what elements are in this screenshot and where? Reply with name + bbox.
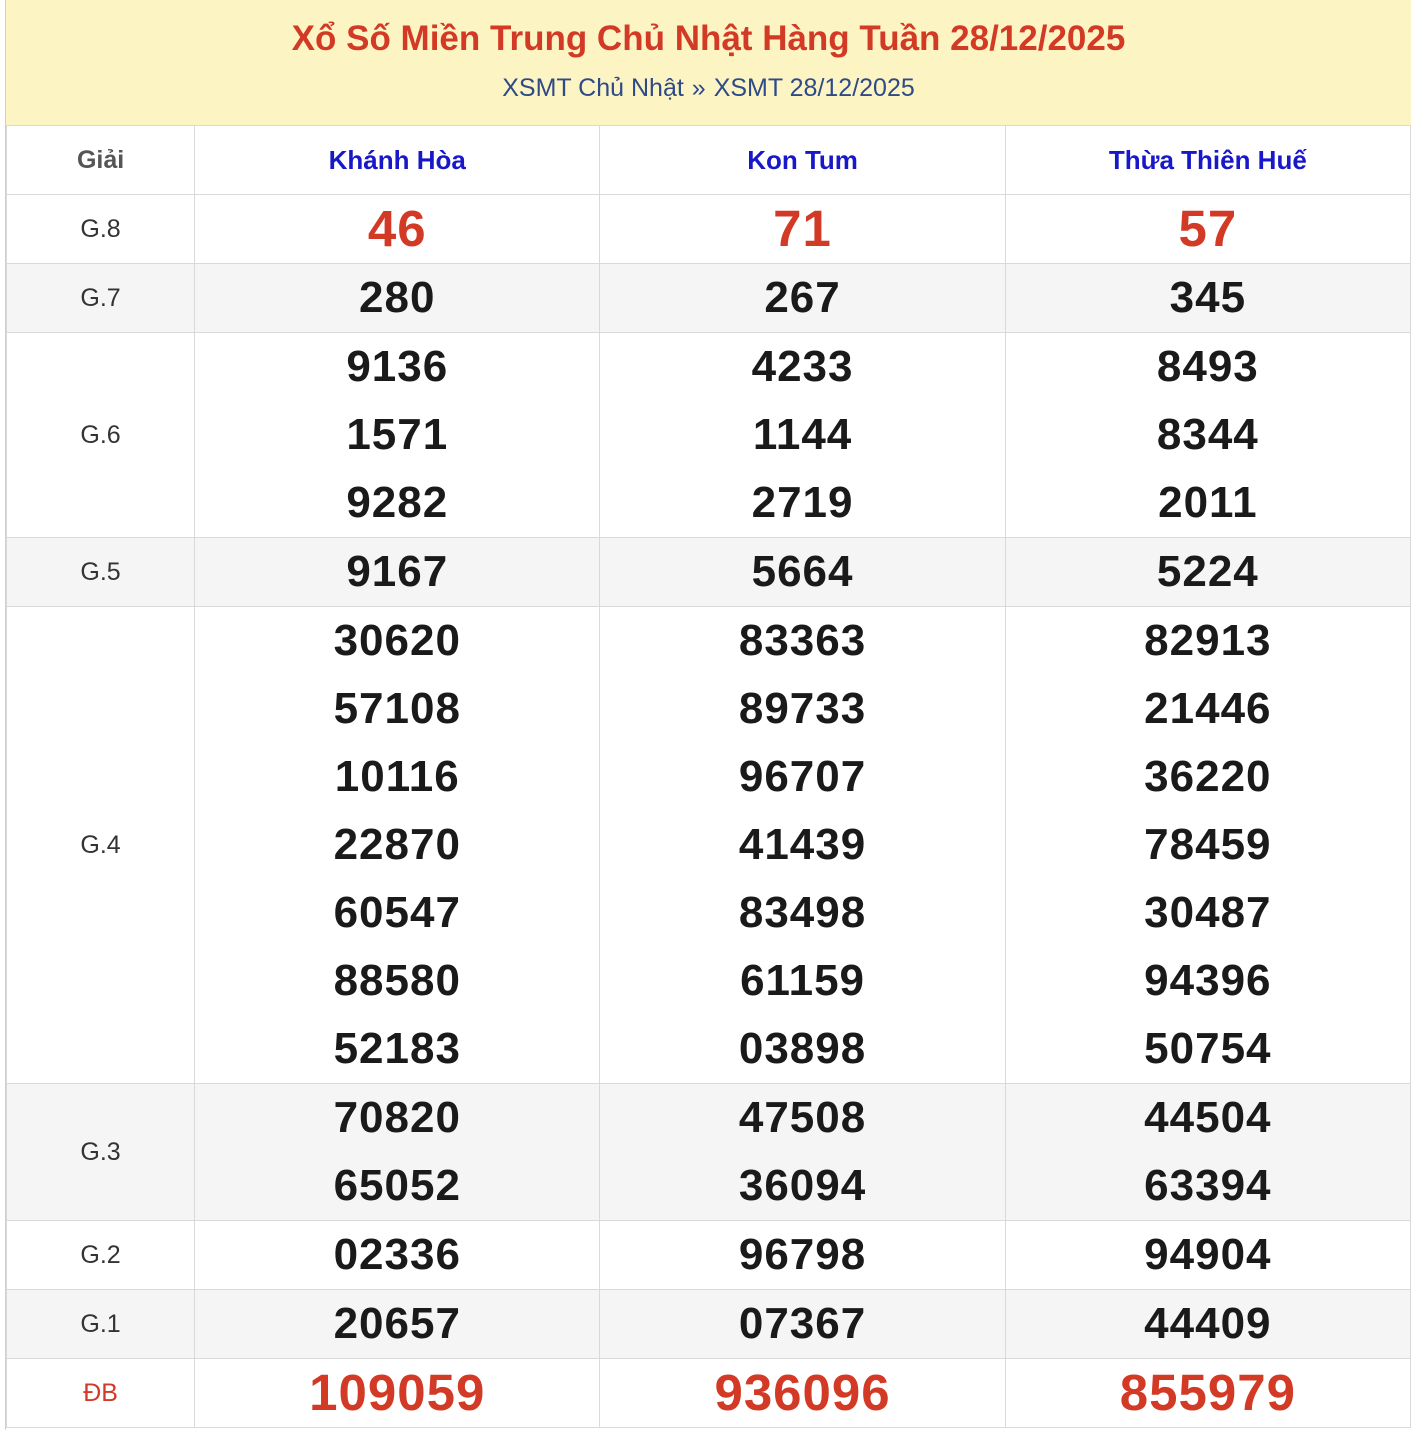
lottery-number: 9282 [346, 478, 449, 527]
table-header-row [7, 126, 1411, 195]
table-row [7, 264, 1411, 333]
lottery-number: 89733 [738, 684, 867, 733]
table-row [7, 195, 1411, 264]
lottery-number: 96707 [738, 752, 867, 801]
prize-cell [195, 1084, 600, 1221]
lottery-number: 78459 [1144, 820, 1272, 869]
prize-cell [195, 333, 600, 538]
prize-cell [1005, 1221, 1410, 1290]
prize-label: ĐB [7, 1359, 195, 1428]
lottery-number: 5224 [1156, 547, 1259, 596]
lottery-number: 82913 [1144, 616, 1272, 665]
breadcrumb-separator: » [691, 74, 706, 102]
prize-cell [1005, 538, 1410, 607]
prize-label: G.1 [7, 1290, 195, 1359]
prize-cell [195, 607, 600, 1084]
lottery-number: 60547 [333, 888, 461, 937]
prize-cell [1005, 264, 1410, 333]
prize-cell [1005, 1359, 1410, 1428]
lottery-number: 02336 [333, 1230, 461, 1279]
lottery-number: 2011 [1158, 478, 1258, 527]
lottery-number: 88580 [333, 956, 461, 1005]
table-row [7, 333, 1411, 538]
prize-label: G.4 [7, 607, 195, 1084]
lottery-number: 61159 [740, 956, 866, 1005]
lottery-number: 10116 [334, 752, 460, 801]
lottery-number: 30620 [333, 616, 461, 665]
lottery-number: 65052 [333, 1161, 461, 1210]
lottery-number: 44409 [1144, 1299, 1272, 1348]
lottery-number: 30487 [1144, 888, 1272, 937]
page-title: Xổ Số Miền Trung Chủ Nhật Hàng Tuần 28/12/2025 [291, 19, 1126, 58]
lottery-number: 8344 [1156, 410, 1259, 459]
lottery-number: 57108 [333, 684, 461, 733]
lottery-number: 22870 [333, 820, 461, 869]
prize-label: G.6 [7, 333, 195, 538]
prize-label: G.2 [7, 1221, 195, 1290]
prize-column-header: Giải [7, 126, 195, 195]
prize-cell [1005, 195, 1410, 264]
prize-label: G.5 [7, 538, 195, 607]
prize-cell [1005, 1084, 1410, 1221]
table-row [7, 1290, 1411, 1359]
lottery-number: 267 [764, 273, 841, 322]
prize-cell [1005, 607, 1410, 1084]
province-header-thua-thien-hue[interactable]: Thừa Thiên Huế [1005, 126, 1410, 195]
prize-label: G.7 [7, 264, 195, 333]
lottery-number: 8493 [1156, 342, 1259, 391]
prize-cell [1005, 333, 1410, 538]
table-row [7, 1359, 1411, 1428]
lottery-number: 36094 [738, 1161, 867, 1210]
prize-cell [600, 607, 1005, 1084]
lottery-number: 50754 [1144, 1024, 1272, 1073]
lottery-number: 52183 [333, 1024, 461, 1073]
prize-cell [600, 195, 1005, 264]
lottery-number: 94904 [1144, 1230, 1272, 1279]
lottery-number: 70820 [333, 1093, 461, 1142]
breadcrumb [6, 72, 1411, 104]
lottery-number: 46 [367, 200, 427, 257]
lottery-number: 21446 [1144, 684, 1272, 733]
lottery-number: 936096 [714, 1364, 891, 1421]
province-header-khanh-hoa[interactable]: Khánh Hòa [195, 126, 600, 195]
lottery-number: 63394 [1144, 1161, 1272, 1210]
prize-cell [195, 1221, 600, 1290]
lottery-number: 94396 [1144, 956, 1272, 1005]
results-table [6, 125, 1411, 1428]
lottery-number: 280 [359, 273, 436, 322]
lottery-number: 71 [773, 200, 832, 257]
lottery-number: 5664 [751, 547, 854, 596]
prize-label: G.8 [7, 195, 195, 264]
lottery-number: 44504 [1144, 1093, 1272, 1142]
lottery-number: 41439 [738, 820, 867, 869]
lottery-number: 855979 [1119, 1364, 1296, 1421]
prize-label: G.3 [7, 1084, 195, 1221]
lottery-number: 1144 [752, 410, 853, 459]
lottery-number: 20657 [333, 1299, 461, 1348]
prize-cell [195, 538, 600, 607]
results-table-body [7, 126, 1411, 1428]
lottery-number: 1571 [346, 410, 449, 459]
lottery-number: 345 [1169, 273, 1247, 322]
breadcrumb-link-date[interactable]: XSMT 28/12/2025 [713, 74, 915, 102]
lottery-number: 9136 [346, 342, 449, 391]
lottery-number: 109059 [309, 1364, 486, 1421]
prize-cell [195, 1290, 600, 1359]
prize-cell [600, 538, 1005, 607]
prize-cell [195, 195, 600, 264]
lottery-number: 2719 [751, 478, 854, 527]
lottery-number: 47508 [738, 1093, 867, 1142]
prize-cell [1005, 1290, 1410, 1359]
prize-cell [600, 1290, 1005, 1359]
table-row [7, 538, 1411, 607]
prize-cell [195, 264, 600, 333]
prize-cell [600, 1221, 1005, 1290]
lottery-number: 4233 [751, 342, 854, 391]
lottery-number: 07367 [738, 1299, 867, 1348]
lottery-number: 57 [1178, 200, 1238, 257]
prize-cell [195, 1359, 600, 1428]
lottery-number: 96798 [738, 1230, 867, 1279]
table-row [7, 1221, 1411, 1290]
lottery-number: 9167 [346, 547, 449, 596]
breadcrumb-link-day[interactable]: XSMT Chủ Nhật [502, 74, 684, 102]
lottery-number: 03898 [738, 1024, 867, 1073]
lottery-number: 36220 [1144, 752, 1272, 801]
results-header [6, 0, 1411, 126]
prize-cell [600, 1359, 1005, 1428]
prize-cell [600, 264, 1005, 333]
table-row [7, 607, 1411, 1084]
lottery-number: 83363 [738, 616, 867, 665]
table-row [7, 1084, 1411, 1221]
prize-cell [600, 1084, 1005, 1221]
lottery-number: 83498 [738, 888, 867, 937]
prize-cell [600, 333, 1005, 538]
province-header-kon-tum[interactable]: Kon Tum [600, 126, 1005, 195]
